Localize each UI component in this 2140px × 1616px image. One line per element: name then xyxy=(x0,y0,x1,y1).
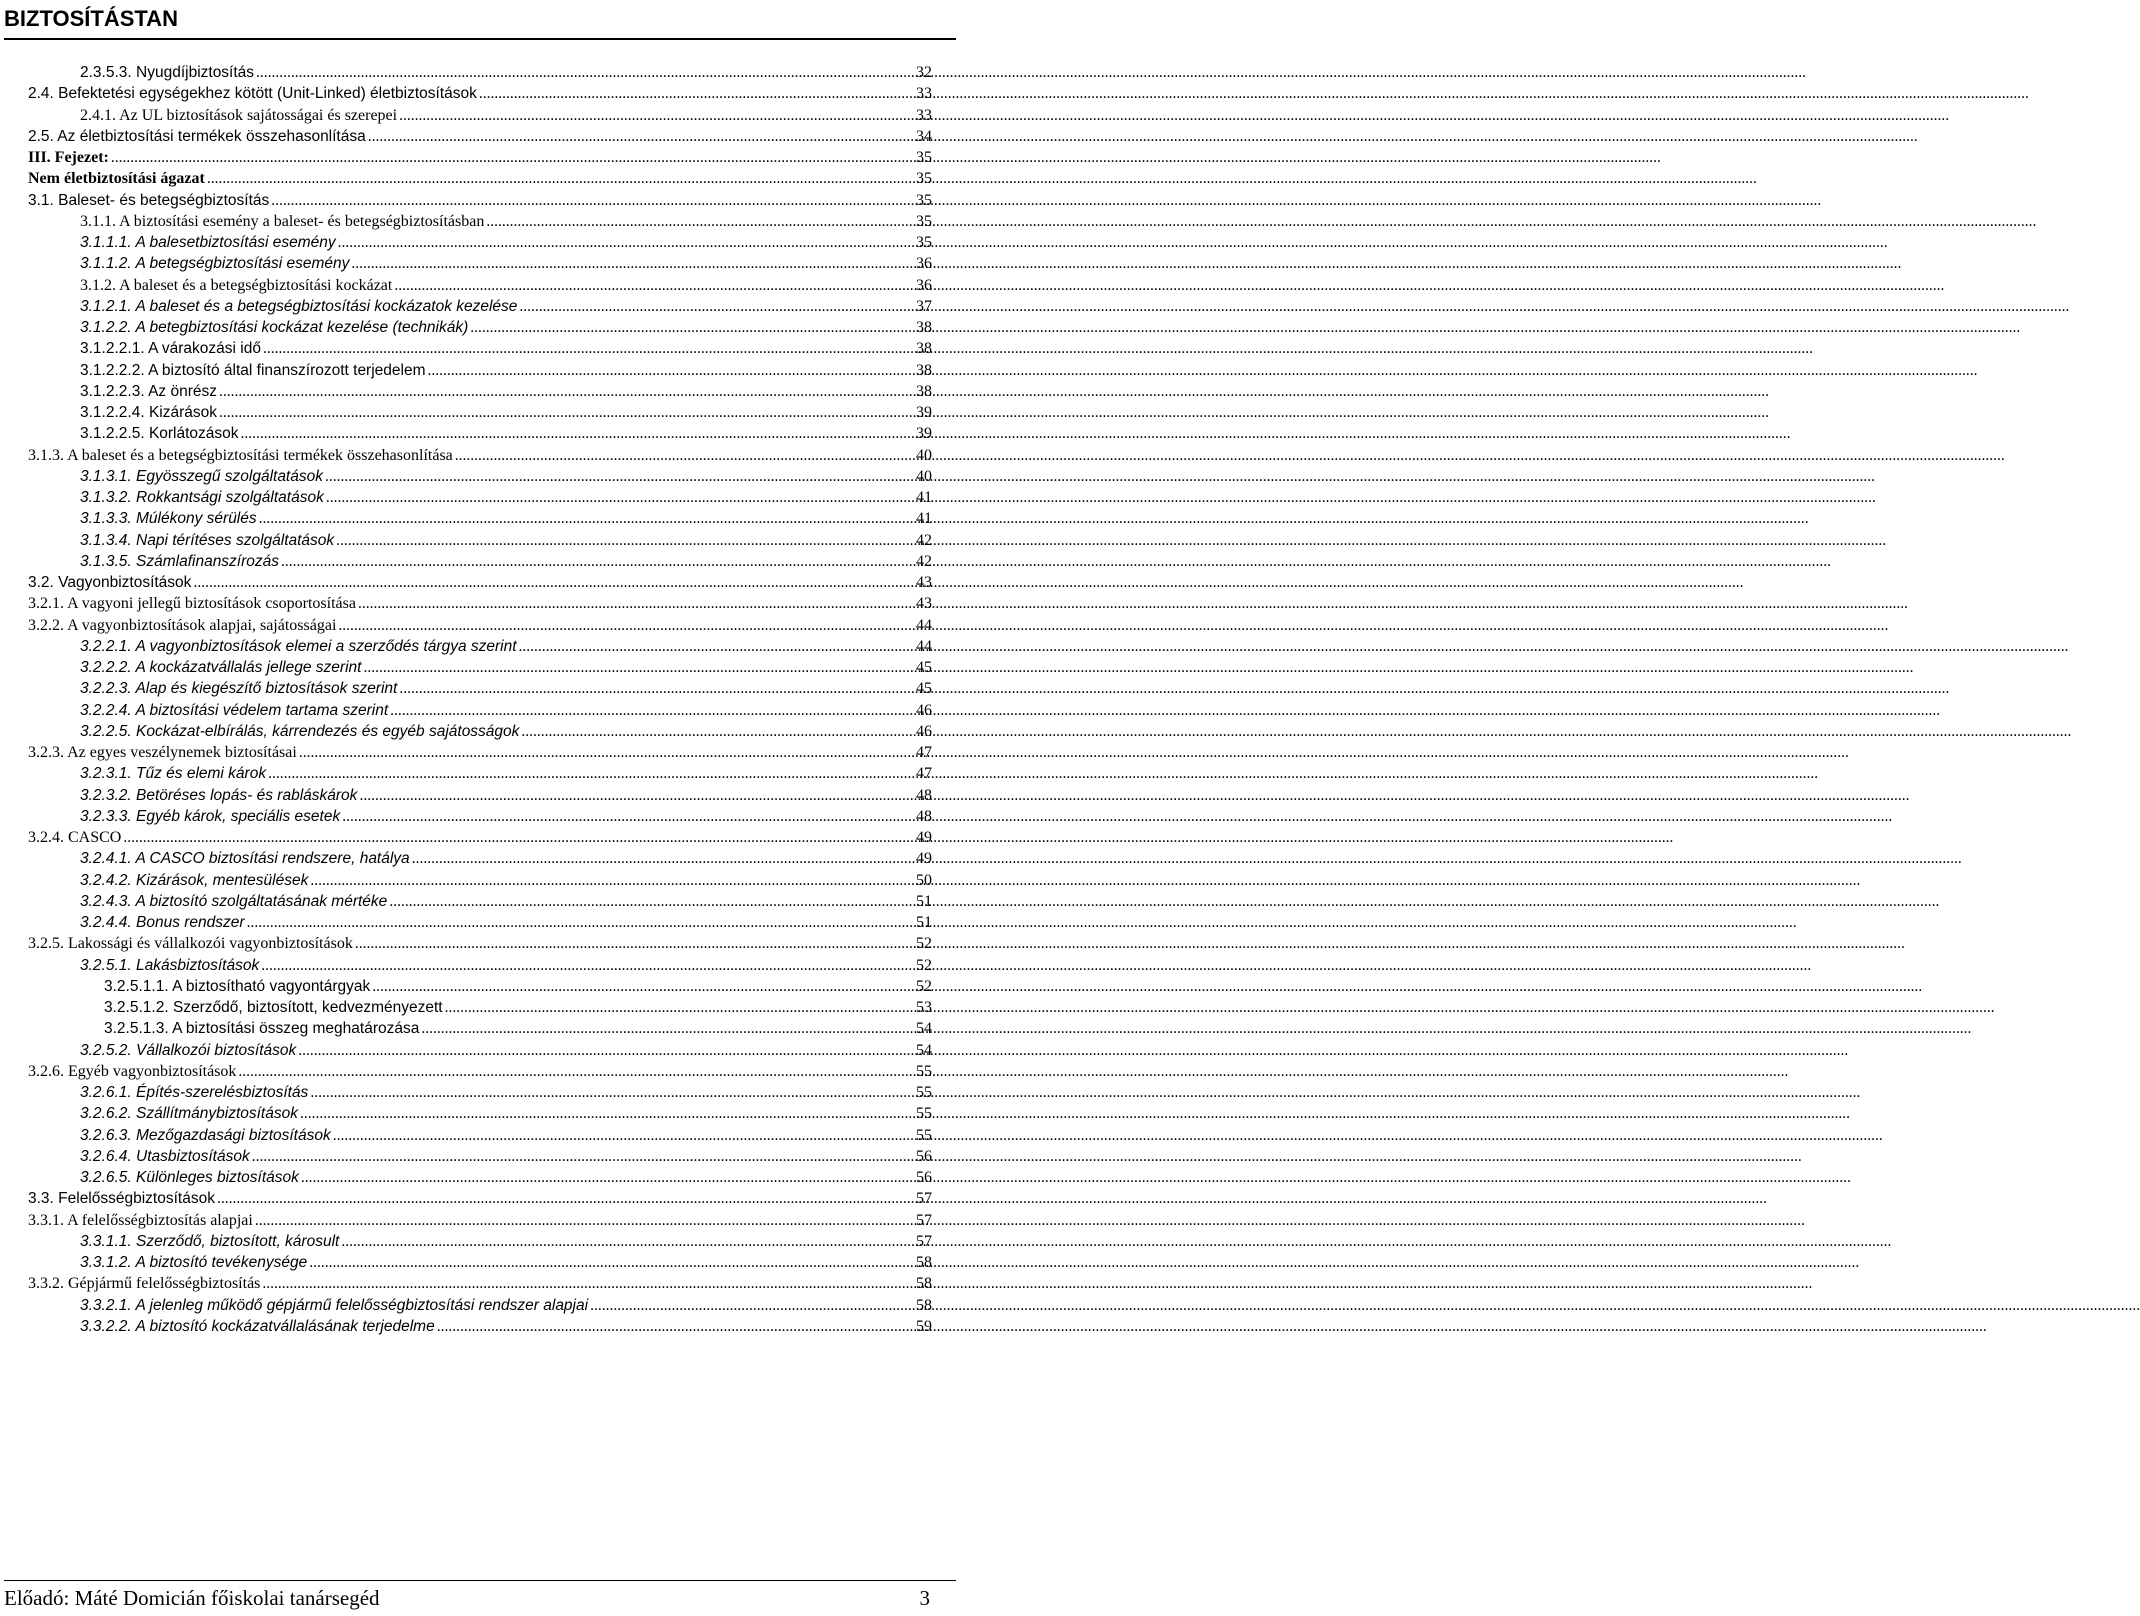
toc-leader-dots xyxy=(238,1061,902,1082)
toc-leader-dots xyxy=(455,445,902,466)
toc-entry[interactable] xyxy=(0,423,960,444)
toc-entry[interactable] xyxy=(0,190,960,211)
toc-entry-page: 52 xyxy=(916,935,932,953)
toc-entry[interactable] xyxy=(0,976,960,997)
toc-entry-title: 3.2.5. Lakossági és vállalkozói vagyonbiztosítások xyxy=(28,935,353,953)
toc-entry-title: 3.2.4.1. A CASCO biztosítási rendszere, hatálya xyxy=(80,850,410,868)
toc-entry-page: 48 xyxy=(916,807,932,825)
toc-entry-title: 3.1.3.5. Számlafinanszírozás xyxy=(80,552,280,570)
toc-leader-dots xyxy=(359,785,902,806)
toc-entry-page: 35 xyxy=(916,149,932,166)
toc-leader-dots xyxy=(355,933,902,954)
toc-entry-page: 54 xyxy=(916,1041,932,1059)
toc-entry-title: 3.1.2.2.1. A várakozási idő xyxy=(80,340,261,358)
toc-entry[interactable] xyxy=(0,296,960,317)
toc-entry-title: 3.2.2.5. Kockázat-elbírálás, kárrendezés és egyéb sajátosságok xyxy=(80,722,520,740)
toc-entry-page: 57 xyxy=(916,1211,932,1229)
toc-leader-dots xyxy=(590,1295,902,1316)
toc-entry-page: 35 xyxy=(916,212,932,230)
toc-entry-title: 3.1.3.2. Rokkantsági szolgáltatások xyxy=(80,489,324,506)
toc-entry-page: 52 xyxy=(916,977,932,995)
toc-entry-page: 51 xyxy=(916,892,932,910)
toc-entry-page: 54 xyxy=(916,1020,932,1038)
toc-leader-dots xyxy=(338,615,902,636)
toc-leader-dots xyxy=(519,296,902,317)
toc-entry[interactable] xyxy=(0,721,960,742)
toc-entry-title: 3.3.2. Gépjármű felelősségbiztosítás xyxy=(28,1275,261,1293)
toc-entry-page: 56 xyxy=(916,1147,932,1165)
toc-entry-title: 3.2.2. A vagyonbiztosítások alapjai, sajátosságai xyxy=(28,616,337,634)
toc-entry-title: 3.2.6.4. Utasbiztosítások xyxy=(80,1147,250,1165)
toc-entry-page: 48 xyxy=(916,786,932,804)
toc-entry-page: 38 xyxy=(916,319,932,336)
toc-leader-dots xyxy=(338,232,902,253)
toc-entry-page: 35 xyxy=(916,191,932,209)
toc-entry-page: 36 xyxy=(916,276,932,294)
toc-entry-title: 3.3.1.2. A biztosító tevékenysége xyxy=(80,1254,308,1271)
toc-leader-dots xyxy=(207,168,902,189)
toc-leader-dots xyxy=(111,147,902,168)
page-header-title: BIZTOSÍTÁSTAN xyxy=(4,6,178,31)
toc-entry[interactable] xyxy=(0,1167,960,1188)
toc-entry-title: 3.1.2.2.2. A biztosító által finanszírozott terjedelem xyxy=(80,361,426,379)
toc-entry-title: 3.1.2.1. A baleset és a betegségbiztosítási kockázatok kezelése xyxy=(80,297,518,315)
toc-entry-page: 41 xyxy=(916,489,932,506)
toc-entry[interactable] xyxy=(0,253,960,274)
toc-entry-title: 3.1.2.2.5. Korlátozások xyxy=(80,425,239,443)
toc-entry-title: III. Fejezet: xyxy=(28,149,109,166)
toc-entry[interactable] xyxy=(0,870,960,891)
toc-entry-title: 3.1. Baleset- és betegségbiztosítás xyxy=(28,191,270,209)
toc-entry-title: 3.2.4. CASCO xyxy=(28,829,122,846)
toc-entry-page: 46 xyxy=(916,701,932,719)
toc-entry[interactable] xyxy=(0,806,960,827)
toc-entry[interactable] xyxy=(0,83,960,104)
toc-entry[interactable] xyxy=(0,381,960,402)
toc-entry-page: 46 xyxy=(916,722,932,740)
toc-leader-dots xyxy=(519,636,902,657)
footer-page-number: 3 xyxy=(919,1586,930,1610)
toc-entry-title: Nem életbiztosítási ágazat xyxy=(28,170,205,188)
toc-entry[interactable] xyxy=(0,445,960,466)
toc-entry-title: 3.1.2.2. A betegbiztosítási kockázat kezelése (technikák) xyxy=(80,319,469,336)
toc-entry-title: 3.3.2.1. A jelenleg működő gépjármű felelősségbiztosítási rendszer alapjai xyxy=(80,1296,589,1314)
toc-entry[interactable] xyxy=(0,1040,960,1061)
toc-leader-dots xyxy=(219,402,902,423)
toc-entry[interactable] xyxy=(0,827,960,848)
toc-entry-page: 39 xyxy=(916,425,932,443)
toc-entry-title: 3.1.2. A baleset és a betegségbiztosítási kockázat xyxy=(80,276,393,294)
toc-entry-page: 47 xyxy=(916,744,932,761)
toc-entry-page: 43 xyxy=(916,595,932,613)
toc-entry[interactable] xyxy=(0,126,960,147)
footer-presenter: Előadó: Máté Domicián főiskolai tanársegéd xyxy=(4,1586,380,1610)
toc-entry-title: 3.2.5.1.2. Szerződő, biztosított, kedvezményezett xyxy=(104,999,443,1016)
toc-entry[interactable] xyxy=(0,742,960,763)
toc-entry-title: 3.2.2.2. A kockázatvállalás jellege szerint xyxy=(80,659,362,676)
toc-entry-page: 49 xyxy=(916,850,932,868)
toc-entry-page: 58 xyxy=(916,1275,932,1293)
toc-leader-dots xyxy=(310,870,902,891)
toc-entry[interactable] xyxy=(0,275,960,296)
toc-entry-title: 3.1.1.2. A betegségbiztosítási esemény xyxy=(80,255,350,273)
toc-entry[interactable] xyxy=(0,678,960,699)
toc-entry-title: 3.2.2.1. A vagyonbiztosítások elemei a szerződés tárgya szerint xyxy=(80,637,517,655)
toc-entry-title: 3.1.3.4. Napi térítéses szolgáltatások xyxy=(80,531,335,549)
toc-entry[interactable] xyxy=(0,933,960,954)
toc-entry-title: 3.2.6.1. Építés-szerelésbiztosítás xyxy=(80,1084,309,1101)
toc-entry-page: 53 xyxy=(916,999,932,1016)
toc-entry[interactable] xyxy=(0,700,960,721)
toc-leader-dots xyxy=(263,338,902,359)
toc-entry-page: 47 xyxy=(916,765,932,783)
toc-leader-dots xyxy=(252,1146,902,1167)
toc-entry[interactable] xyxy=(0,360,960,381)
toc-entry-title: 3.2.6.3. Mezőgazdasági biztosítások xyxy=(80,1126,331,1144)
toc-entry-title: 3.2.5.1.3. A biztosítási összeg meghatározása xyxy=(104,1020,420,1038)
toc-entry[interactable] xyxy=(0,912,960,933)
toc-entry[interactable] xyxy=(0,551,960,572)
toc-entry[interactable] xyxy=(0,62,960,83)
toc-entry-title: 3.3.2.2. A biztosító kockázatvállalásának terjedelme xyxy=(80,1317,435,1335)
toc-entry-page: 50 xyxy=(916,871,932,889)
toc-entry[interactable] xyxy=(0,232,960,253)
toc-entry-page: 38 xyxy=(916,340,932,358)
toc-leader-dots xyxy=(428,360,902,381)
toc-entry-title: 3.1.3. A baleset és a betegségbiztosítási termékek összehasonlítása xyxy=(28,446,453,464)
toc-entry[interactable] xyxy=(0,1231,960,1252)
toc-leader-dots xyxy=(394,275,902,296)
toc-entry-page: 33 xyxy=(916,85,932,103)
toc-entry[interactable] xyxy=(0,1061,960,1082)
toc-entry-page: 56 xyxy=(916,1169,932,1186)
toc-entry-title: 2.4.1. Az UL biztosítások sajátosságai és szerepei xyxy=(80,106,398,124)
toc-entry[interactable] xyxy=(0,1103,960,1124)
toc-entry[interactable] xyxy=(0,338,960,359)
toc-entry[interactable] xyxy=(0,615,960,636)
toc-leader-dots xyxy=(256,62,902,83)
toc-entry[interactable] xyxy=(0,508,960,529)
toc-entry-title: 3.3.1.1. Szerződő, biztosított, károsult xyxy=(80,1232,340,1250)
toc-entry-title: 3.2.4.2. Kizárások, mentesülések xyxy=(80,871,309,889)
toc-entry[interactable] xyxy=(0,487,960,508)
toc-entry[interactable] xyxy=(0,466,960,487)
toc-entry-title: 3.2.5.1. Lakásbiztosítások xyxy=(80,956,260,974)
page-footer xyxy=(4,1586,930,1611)
toc-leader-dots xyxy=(399,678,902,699)
toc-entry-page: 44 xyxy=(916,616,932,634)
toc-entry[interactable] xyxy=(0,657,960,678)
toc-leader-dots xyxy=(351,253,902,274)
toc-entry-page: 32 xyxy=(916,64,932,81)
toc-entry-title: 3.2.3. Az egyes veszélynemek biztosításai xyxy=(28,744,297,761)
toc-leader-dots xyxy=(281,551,902,572)
toc-entry-page: 49 xyxy=(916,829,932,846)
toc-entry-title: 3.2.4.3. A biztosító szolgáltatásának mértéke xyxy=(80,892,388,910)
toc-leader-dots xyxy=(247,912,902,933)
toc-entry[interactable] xyxy=(0,1018,960,1039)
toc-entry[interactable] xyxy=(0,402,960,423)
toc-entry[interactable] xyxy=(0,891,960,912)
toc-entry-page: 51 xyxy=(916,914,932,931)
toc-entry-page: 44 xyxy=(916,637,932,655)
toc-entry-title: 3.2.1. A vagyoni jellegű biztosítások csoportosítása xyxy=(28,595,356,613)
toc-leader-dots xyxy=(298,1040,902,1061)
toc-entry[interactable] xyxy=(0,1316,960,1337)
toc-entry-title: 3.1.3.3. Múlékony sérülés xyxy=(80,510,257,528)
toc-entry[interactable] xyxy=(0,785,960,806)
toc-leader-dots xyxy=(309,1252,902,1273)
toc-entry-title: 3.2.6.5. Különleges biztosítások xyxy=(80,1169,299,1186)
toc-entry-page: 55 xyxy=(916,1126,932,1144)
table-of-contents xyxy=(0,62,960,1337)
toc-leader-dots xyxy=(479,83,902,104)
footer-rule xyxy=(4,1580,956,1581)
toc-entry-page: 58 xyxy=(916,1296,932,1314)
toc-entry[interactable] xyxy=(0,997,960,1018)
toc-entry-page: 35 xyxy=(916,170,932,188)
toc-entry-title: 3.2.3.3. Egyéb károk, speciális esetek xyxy=(80,807,341,825)
toc-entry-title: 3.3.1. A felelősségbiztosítás alapjai xyxy=(28,1211,253,1229)
toc-leader-dots xyxy=(193,572,902,593)
toc-entry-title: 3.2.2.3. Alap és kiegészítő biztosítások szerint xyxy=(80,680,398,698)
toc-leader-dots xyxy=(301,1167,902,1188)
toc-entry-title: 3.2. Vagyonbiztosítások xyxy=(28,574,192,591)
toc-leader-dots xyxy=(219,381,902,402)
toc-leader-dots xyxy=(326,487,902,508)
toc-entry-page: 43 xyxy=(916,574,932,591)
toc-entry-page: 41 xyxy=(916,510,932,528)
toc-leader-dots xyxy=(363,657,902,678)
toc-entry-page: 33 xyxy=(916,106,932,124)
toc-entry-title: 2.3.5.3. Nyugdíjbiztosítás xyxy=(80,64,255,81)
toc-entry[interactable] xyxy=(0,1146,960,1167)
toc-entry[interactable] xyxy=(0,1082,960,1103)
toc-entry-title: 3.2.2.4. A biztosítási védelem tartama szerint xyxy=(80,701,389,719)
toc-leader-dots xyxy=(372,976,902,997)
toc-entry-title: 3.2.3.2. Betöréses lopás- és rabláskárok xyxy=(80,786,358,804)
toc-entry-page: 55 xyxy=(916,1062,932,1080)
toc-entry[interactable] xyxy=(0,572,960,593)
toc-entry-title: 3.1.1.1. A balesetbiztosítási esemény xyxy=(80,234,336,251)
toc-entry-page: 34 xyxy=(916,127,932,145)
toc-leader-dots xyxy=(445,997,902,1018)
toc-leader-dots xyxy=(342,806,902,827)
toc-leader-dots xyxy=(389,891,902,912)
toc-entry-title: 3.2.3.1. Tűz és elemi károk xyxy=(80,765,267,783)
toc-leader-dots xyxy=(412,848,902,869)
toc-leader-dots xyxy=(341,1231,902,1252)
toc-leader-dots xyxy=(325,466,902,487)
toc-entry-title: 3.1.3.1. Egyösszegű szolgáltatások xyxy=(80,467,323,485)
toc-leader-dots xyxy=(521,721,902,742)
toc-entry-page: 57 xyxy=(916,1232,932,1250)
toc-entry[interactable] xyxy=(0,1273,960,1294)
toc-entry-page: 37 xyxy=(916,297,932,315)
toc-entry-page: 55 xyxy=(916,1084,932,1101)
toc-entry-title: 3.2.5.2. Vállalkozói biztosítások xyxy=(80,1041,297,1059)
toc-entry[interactable] xyxy=(0,211,960,232)
toc-entry[interactable] xyxy=(0,1252,960,1273)
toc-entry-page: 45 xyxy=(916,680,932,698)
toc-entry-page: 40 xyxy=(916,446,932,464)
toc-entry-title: 3.2.5.1.1. A biztosítható vagyontárgyak xyxy=(104,977,371,995)
toc-leader-dots xyxy=(310,1082,902,1103)
toc-leader-dots xyxy=(358,593,902,614)
toc-leader-dots xyxy=(399,105,902,126)
toc-entry-title: 3.2.6.2. Szállítmánybiztosítások xyxy=(80,1105,298,1123)
toc-leader-dots xyxy=(390,700,902,721)
toc-entry[interactable] xyxy=(0,530,960,551)
toc-entry[interactable] xyxy=(0,763,960,784)
toc-entry-page: 38 xyxy=(916,382,932,400)
toc-entry[interactable] xyxy=(0,317,960,338)
toc-entry[interactable] xyxy=(0,848,960,869)
toc-leader-dots xyxy=(470,317,902,338)
toc-leader-dots xyxy=(486,211,902,232)
toc-leader-dots xyxy=(259,508,902,529)
toc-entry-title: 3.1.2.2.4. Kizárások xyxy=(80,404,217,421)
toc-leader-dots xyxy=(368,126,902,147)
toc-entry-page: 58 xyxy=(916,1254,932,1271)
toc-entry-title: 2.4. Befektetési egységekhez kötött (Unit-Linked) életbiztosítások xyxy=(28,85,477,103)
toc-entry-page: 39 xyxy=(916,404,932,421)
toc-entry[interactable] xyxy=(0,1188,960,1209)
toc-leader-dots xyxy=(123,827,902,848)
toc-entry-title: 3.2.6. Egyéb vagyonbiztosítások xyxy=(28,1062,237,1080)
toc-leader-dots xyxy=(262,1273,902,1294)
toc-leader-dots xyxy=(299,742,902,763)
toc-entry[interactable] xyxy=(0,1210,960,1231)
toc-entry-title: 3.1.2.2.3. Az önrész xyxy=(80,382,218,400)
toc-leader-dots xyxy=(300,1103,902,1124)
toc-entry-page: 45 xyxy=(916,659,932,676)
toc-leader-dots xyxy=(255,1210,902,1231)
toc-entry-title: 3.1.1. A biztosítási esemény a baleset- és betegségbiztosításban xyxy=(80,212,485,230)
toc-entry-page: 42 xyxy=(916,531,932,549)
header-rule xyxy=(4,38,956,40)
toc-entry[interactable] xyxy=(0,168,960,189)
toc-leader-dots xyxy=(421,1018,902,1039)
toc-entry-title: 3.3. Felelősségbiztosítások xyxy=(28,1190,215,1208)
toc-leader-dots xyxy=(333,1125,902,1146)
toc-entry-page: 36 xyxy=(916,255,932,273)
toc-entry-page: 42 xyxy=(916,552,932,570)
toc-leader-dots xyxy=(241,423,902,444)
toc-entry-page: 52 xyxy=(916,956,932,974)
toc-entry-page: 35 xyxy=(916,234,932,251)
toc-entry-title: 2.5. Az életbiztosítási termékek összehasonlítása xyxy=(28,127,366,145)
toc-entry[interactable] xyxy=(0,636,960,657)
toc-entry-page: 55 xyxy=(916,1105,932,1123)
toc-leader-dots xyxy=(217,1188,902,1209)
toc-leader-dots xyxy=(268,763,902,784)
toc-leader-dots xyxy=(336,530,902,551)
toc-entry[interactable] xyxy=(0,593,960,614)
toc-entry-page: 38 xyxy=(916,361,932,379)
toc-entry-title: 3.2.4.4. Bonus rendszer xyxy=(80,914,245,931)
toc-entry-page: 57 xyxy=(916,1190,932,1208)
toc-leader-dots xyxy=(271,190,902,211)
toc-entry[interactable] xyxy=(0,1125,960,1146)
toc-entry[interactable] xyxy=(0,147,960,168)
toc-entry[interactable] xyxy=(0,955,960,976)
toc-entry[interactable] xyxy=(0,105,960,126)
toc-leader-dots xyxy=(261,955,902,976)
toc-entry[interactable] xyxy=(0,1295,960,1316)
toc-entry-page: 40 xyxy=(916,467,932,485)
toc-entry-page: 59 xyxy=(916,1317,932,1335)
toc-leader-dots xyxy=(437,1316,902,1337)
